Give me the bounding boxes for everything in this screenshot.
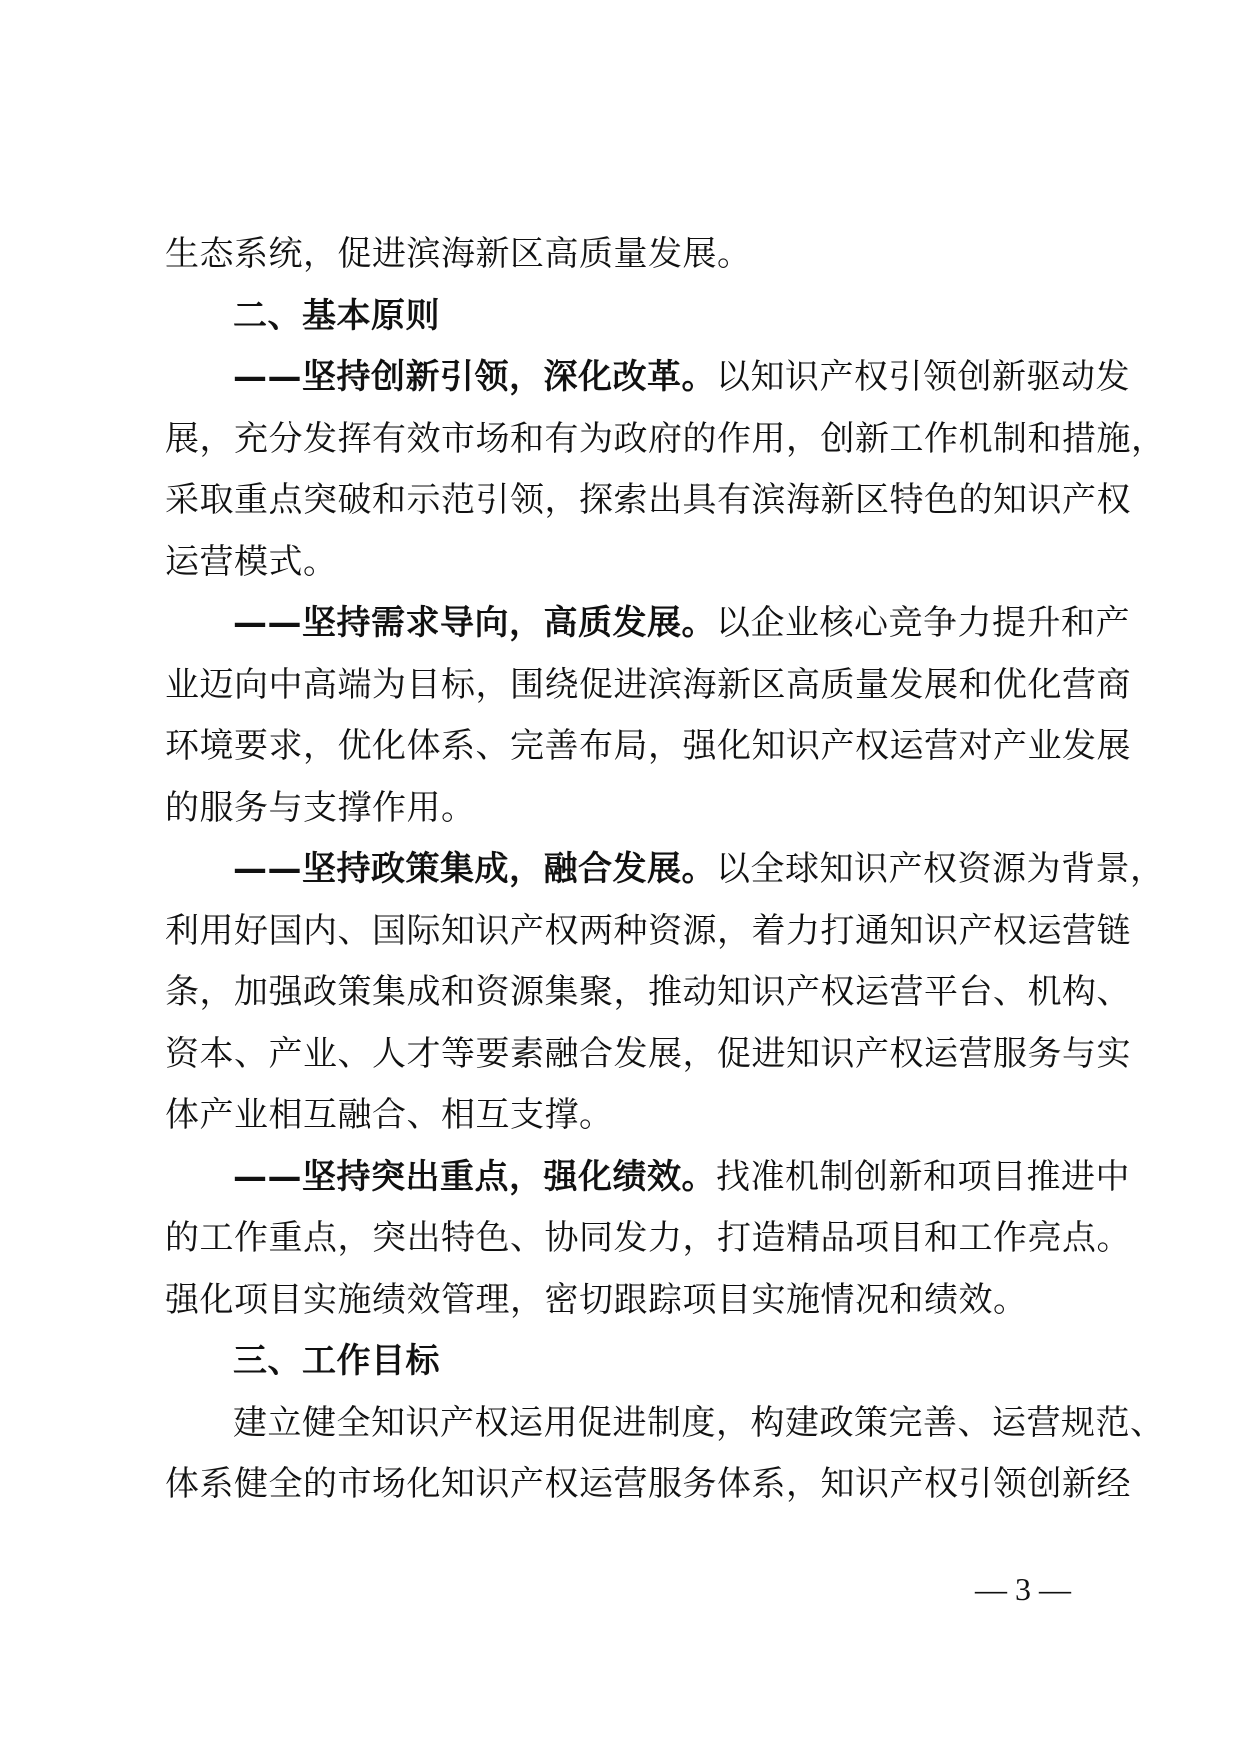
paragraph-line: 的工作重点，突出特色、协同发力，打造精品项目和工作亮点。	[165, 1218, 1131, 1258]
paragraph-line: 体系健全的市场化知识产权运营服务体系，知识产权引领创新经	[165, 1464, 1131, 1504]
principle-title: ——坚持政策集成，融合发展。	[233, 849, 716, 889]
paragraph-line: 的服务与支撑作用。	[165, 787, 476, 828]
paragraph-line: 强化项目实施绩效管理，密切跟踪项目实施情况和绩效。	[165, 1279, 1028, 1320]
paragraph-line: 建立健全知识产权运用促进制度，构建政策完善、运营规范、	[233, 1402, 1165, 1443]
section-heading-goals: 三、工作目标	[233, 1341, 440, 1381]
principle-text: 以企业核心竞争力提升和产	[716, 603, 1130, 643]
paragraph-line: 环境要求，优化体系、完善布局，强化知识产权运营对产业发展	[165, 726, 1131, 766]
principle-text: 以知识产权引领创新驱动发	[716, 357, 1130, 397]
paragraph-line: 业迈向中高端为目标，围绕促进滨海新区高质量发展和优化营商	[165, 664, 1131, 705]
page-number: — 3 —	[975, 1571, 1071, 1607]
principle-policy	[165, 839, 1165, 901]
principle-text: 以全球知识产权资源为背景，	[716, 849, 1165, 889]
principle-title: ——坚持突出重点，强化绩效。	[233, 1156, 716, 1197]
principle-innovation	[165, 347, 1130, 409]
principle-text: 找准机制创新和项目推进中	[716, 1156, 1130, 1197]
paragraph-line: 运营模式。	[165, 541, 338, 582]
principle-title: ——坚持需求导向，高质发展。	[233, 603, 716, 643]
paragraph-line: 采取重点突破和示范引领，探索出具有滨海新区特色的知识产权	[165, 480, 1131, 520]
section-heading-principles: 二、基本原则	[233, 295, 440, 336]
principle-title: ——坚持创新引领，深化改革。	[233, 357, 716, 397]
paragraph-line: 生态系统，促进滨海新区高质量发展。	[165, 234, 752, 274]
paragraph-line: 展，充分发挥有效市场和有为政府的作用，创新工作机制和措施，	[165, 418, 1166, 459]
paragraph-line: 体产业相互融合、相互支撑。	[165, 1095, 614, 1135]
paragraph-line: 资本、产业、人才等要素融合发展，促进知识产权运营服务与实	[165, 1033, 1131, 1074]
body-text	[165, 224, 1166, 1516]
principle-focus	[165, 1147, 1130, 1209]
paragraph-line: 条，加强政策集成和资源集聚，推动知识产权运营平台、机构、	[165, 972, 1131, 1012]
principle-demand	[165, 593, 1130, 655]
paragraph-line: 利用好国内、国际知识产权两种资源，着力打通知识产权运营链	[165, 910, 1131, 951]
